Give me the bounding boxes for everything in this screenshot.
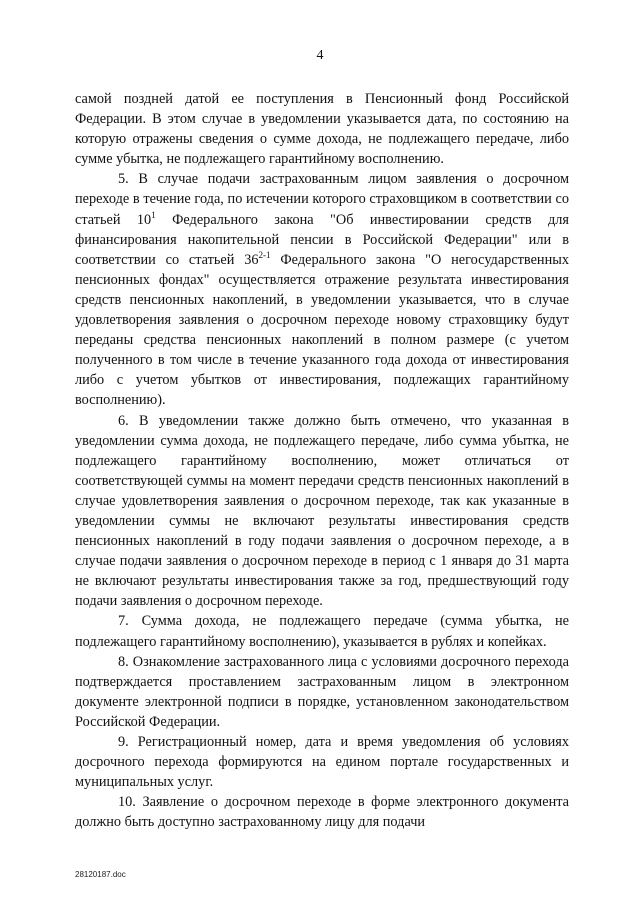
paragraph-5-superscript-2: 2-1 [258,249,271,260]
paragraph-continuation: самой поздней датой ее поступления в Пенсионный фонд Российской Федерации. В этом случае в уведомлении указывается дата, по состоянию на которую отражены сведения о сумме дохода, не подлежащего передаче, либо сумме убытка, не подлежащего гарантийному восполнению. [75,91,569,168]
paragraph-9: 9. Регистрационный номер, дата и время уведомления об условиях досрочного перехода формируются на едином портале государственных и муниципальных услуг. [75,734,569,791]
paragraph-7: 7. Сумма дохода, не подлежащего передаче (сумма убытка, не подлежащего гарантийному восполнению), указывается в рублях и копейках. [75,613,569,650]
paragraph-5-part-c: Федерального закона "О негосударственных пенсионных фондах" осуществляется отражение результата инвестирования средств пенсионных накоплений, в уведомлении указывается, что в случае удовлетворения заявления о досрочном переходе новому страховщику будут переданы средства пенсионных накоплений в полном размере (с учетом полученного в том числе в течение указанного года дохода от инвестирования либо с учетом убытков от инвестирования, подлежащих гарантийному восполнению). [75,251,569,409]
paragraph-5-superscript-1: 1 [151,209,156,220]
file-name-footer: 28120187.doc [75,870,126,879]
page-number: 4 [316,48,324,63]
document-body [75,89,569,832]
paragraph-5 [75,169,569,410]
paragraph-10: 10. Заявление о досрочном переходе в форме электронного документа должно быть доступно застрахованному лицу для подачи [75,794,569,831]
paragraph-5-part-b: Федерального закона "Об инвестировании средств для финансирования накопительной пенсии в Российской Федерации" или в соответствии со статьей 36 [75,211,569,268]
paragraph-6: 6. В уведомлении также должно быть отмечено, что указанная в уведомлении сумма дохода, не подлежащего передаче, либо сумма убытка, не подлежащего гарантийному восполнению, может отличаться от соответствующей суммы на момент передачи средств пенсионных накоплений в случае удовлетворения заявления о досрочном переходе, так как указанные в уведомлении суммы не включают результаты инвестирования средств пенсионных накоплений в году подачи заявления о досрочном переходе, а в случае подачи заявления о досрочном переходе в период с 1 января до 31 марта не включают результаты инвестирования также за год, предшествующий году подачи заявления о досрочном переходе. [75,412,569,610]
paragraph-8: 8. Ознакомление застрахованного лица с условиями досрочного перехода подтверждается проставлением застрахованным лицом в электронном документе электронной подписи в порядке, установленном законодательством Российской Федерации. [75,653,569,730]
paragraph-5-part-a: 5. В случае подачи застрахованным лицом заявления о досрочном переходе в течение года, по истечении которого страховщиком в соответствии со статьей 10 [75,171,569,228]
